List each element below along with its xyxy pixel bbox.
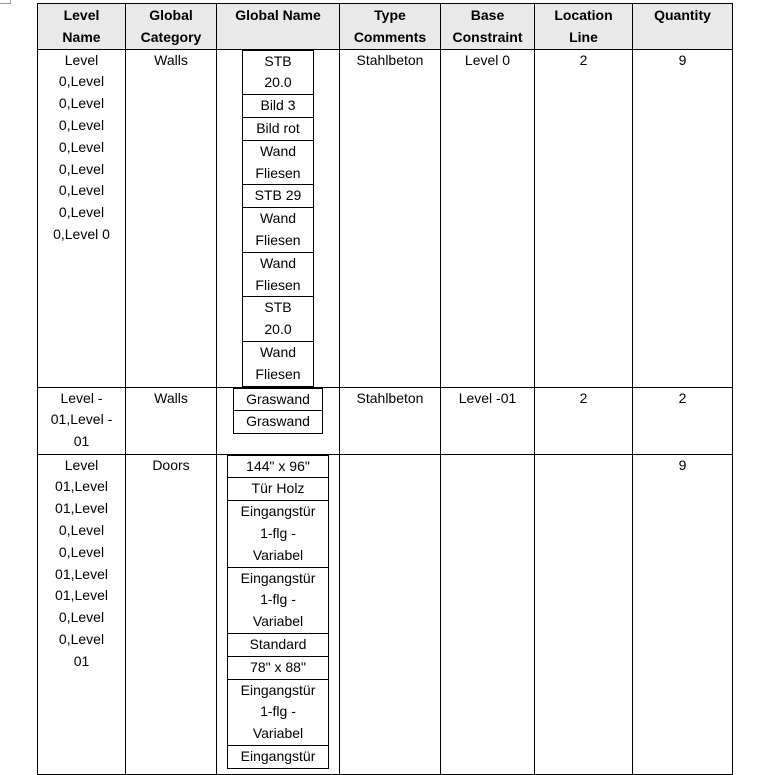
global-name-item: STB 20.0	[242, 50, 314, 96]
base-constraint-cell: Level 0	[441, 49, 535, 387]
type-comments-cell: Stahlbeton	[340, 387, 441, 454]
global-category-cell: Doors	[126, 454, 217, 774]
header-level-name: Level Name	[38, 4, 126, 50]
header-row	[38, 4, 733, 50]
header-global-category: Global Category	[126, 4, 217, 50]
header-quantity: Quantity	[633, 4, 733, 50]
level-name-cell: Level 01,Level 01,Level 0,Level 0,Level 01,Level 01,Level 0,Level 0,Level 01	[38, 454, 126, 774]
global-name-list	[242, 51, 314, 387]
global-name-list	[233, 389, 323, 435]
quantity-cell: 9	[633, 49, 733, 387]
header-type-comments: Type Comments	[340, 4, 441, 50]
global-name-item: 144" x 96"	[227, 455, 329, 479]
global-name-item: Eingangstür 1-flg - Variabel	[227, 500, 329, 567]
global-name-item: Eingangstür 1-flg - Variabel	[227, 567, 329, 634]
global-name-cell	[217, 49, 340, 387]
global-name-item: Graswand	[233, 410, 323, 434]
header-global-name: Global Name	[217, 4, 340, 50]
table-move-handle[interactable]	[0, 0, 11, 4]
global-name-item: 78" x 88"	[227, 656, 329, 680]
level-name-cell: Level - 01,Level - 01	[38, 387, 126, 454]
base-constraint-cell	[441, 454, 535, 774]
global-name-item: Bild 3	[242, 94, 314, 118]
global-name-item: Eingangstür 1-flg - Variabel	[227, 679, 329, 746]
global-name-list	[227, 456, 329, 769]
level-name-cell: Level 0,Level 0,Level 0,Level 0,Level 0,Level 0,Level 0,Level 0,Level 0	[38, 49, 126, 387]
table-row	[38, 49, 733, 387]
type-comments-cell	[340, 454, 441, 774]
quantity-cell: 9	[633, 454, 733, 774]
location-line-cell: 2	[535, 49, 633, 387]
global-name-item: Tür Holz	[227, 477, 329, 501]
global-category-cell: Walls	[126, 49, 217, 387]
global-name-item: Bild rot	[242, 117, 314, 141]
global-name-item: Wand Fliesen	[242, 140, 314, 186]
global-name-cell	[217, 387, 340, 454]
table-row	[38, 387, 733, 454]
global-name-item: Wand Fliesen	[242, 207, 314, 253]
quantity-cell: 2	[633, 387, 733, 454]
global-name-item: Wand Fliesen	[242, 252, 314, 298]
type-comments-cell: Stahlbeton	[340, 49, 441, 387]
header-location-line: Location Line	[535, 4, 633, 50]
global-name-item: Eingangstür	[227, 745, 329, 769]
global-name-item: Wand Fliesen	[242, 341, 314, 387]
global-name-item: Graswand	[233, 388, 323, 412]
location-line-cell	[535, 454, 633, 774]
header-base-constraint: Base Constraint	[441, 4, 535, 50]
global-name-item: Standard	[227, 633, 329, 657]
location-line-cell: 2	[535, 387, 633, 454]
base-constraint-cell: Level -01	[441, 387, 535, 454]
schedule-table	[37, 3, 733, 775]
global-category-cell: Walls	[126, 387, 217, 454]
global-name-cell	[217, 454, 340, 774]
global-name-item: STB 20.0	[242, 296, 314, 342]
global-name-item: STB 29	[242, 184, 314, 208]
table-row	[38, 454, 733, 774]
